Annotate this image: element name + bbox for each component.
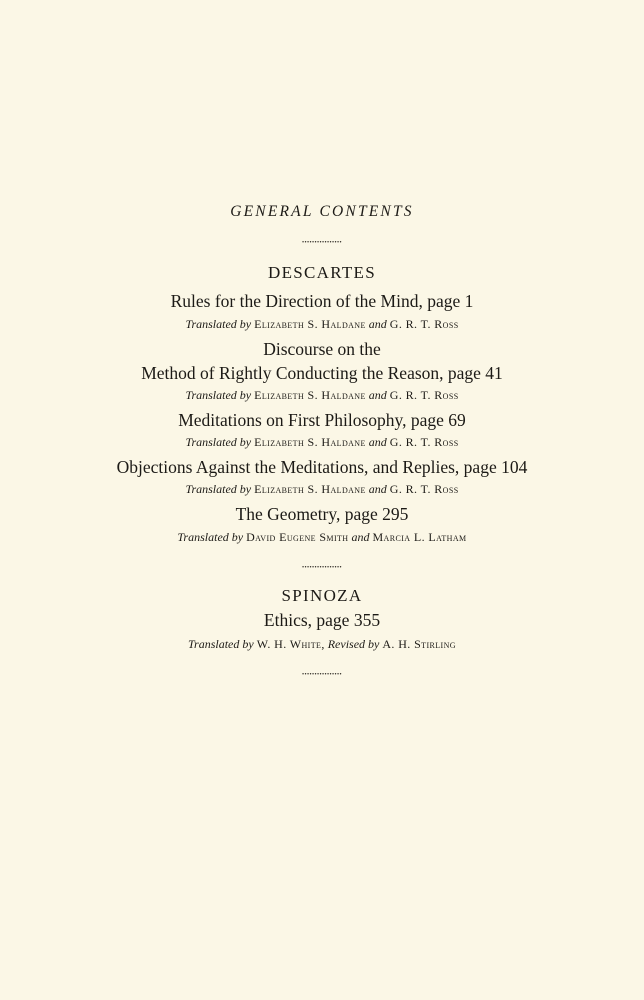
credit-joiner: and bbox=[368, 435, 387, 449]
entry-title: Meditations on First Philosophy, page 69 bbox=[178, 410, 466, 430]
credit-prefix: Translated by bbox=[185, 388, 252, 402]
credit-joiner: and bbox=[368, 388, 387, 402]
credit-prefix: Translated by bbox=[177, 530, 244, 544]
translator-name: G. R. T. Ross bbox=[389, 317, 459, 331]
credit-joiner: Revised by bbox=[327, 637, 380, 651]
entry-title: Ethics, page 355 bbox=[263, 610, 381, 630]
ornament-divider: •••••••••••••••• bbox=[301, 565, 342, 571]
ornament-divider: •••••••••••••••• bbox=[301, 672, 342, 678]
entry-credit bbox=[0, 637, 644, 652]
translator-name: Marcia L. Latham bbox=[372, 530, 467, 544]
entry-title: The Geometry, page 295 bbox=[235, 504, 409, 524]
entry-credit bbox=[0, 482, 644, 497]
translator-name: Elizabeth S. Haldane bbox=[254, 435, 366, 449]
entry-title: Discourse on the bbox=[263, 339, 381, 359]
entry-credit bbox=[0, 435, 644, 450]
entry-title: Rules for the Direction of the Mind, page 1 bbox=[170, 291, 474, 311]
translator-name: A. H. Stirling bbox=[382, 637, 456, 651]
credit-joiner: and bbox=[368, 482, 387, 496]
entry-credit bbox=[0, 317, 644, 332]
credit-joiner: and bbox=[368, 317, 387, 331]
translator-name: Elizabeth S. Haldane bbox=[254, 388, 366, 402]
credit-prefix: Translated by bbox=[188, 637, 254, 651]
entry-credit bbox=[0, 530, 644, 545]
entry-title: Method of Rightly Conducting the Reason, page 41 bbox=[141, 363, 503, 383]
section-author-descartes: DESCARTES bbox=[268, 263, 376, 282]
page-heading: GENERAL CONTENTS bbox=[230, 203, 414, 220]
translator-name: G. R. T. Ross bbox=[389, 388, 459, 402]
credit-prefix: Translated by bbox=[185, 435, 252, 449]
translator-name: G. R. T. Ross bbox=[389, 435, 459, 449]
section-author-spinoza: SPINOZA bbox=[281, 586, 363, 605]
credit-joiner: and bbox=[351, 530, 370, 544]
translator-name: W. H. White, bbox=[256, 637, 325, 651]
credit-prefix: Translated by bbox=[185, 317, 252, 331]
translator-name: Elizabeth S. Haldane bbox=[254, 317, 366, 331]
entry-credit bbox=[0, 388, 644, 403]
translator-name: Elizabeth S. Haldane bbox=[254, 482, 366, 496]
translator-name: David Eugene Smith bbox=[246, 530, 349, 544]
entry-title: Objections Against the Meditations, and Replies, page 104 bbox=[116, 457, 528, 477]
ornament-divider: •••••••••••••••• bbox=[301, 240, 342, 246]
translator-name: G. R. T. Ross bbox=[389, 482, 459, 496]
credit-prefix: Translated by bbox=[185, 482, 252, 496]
